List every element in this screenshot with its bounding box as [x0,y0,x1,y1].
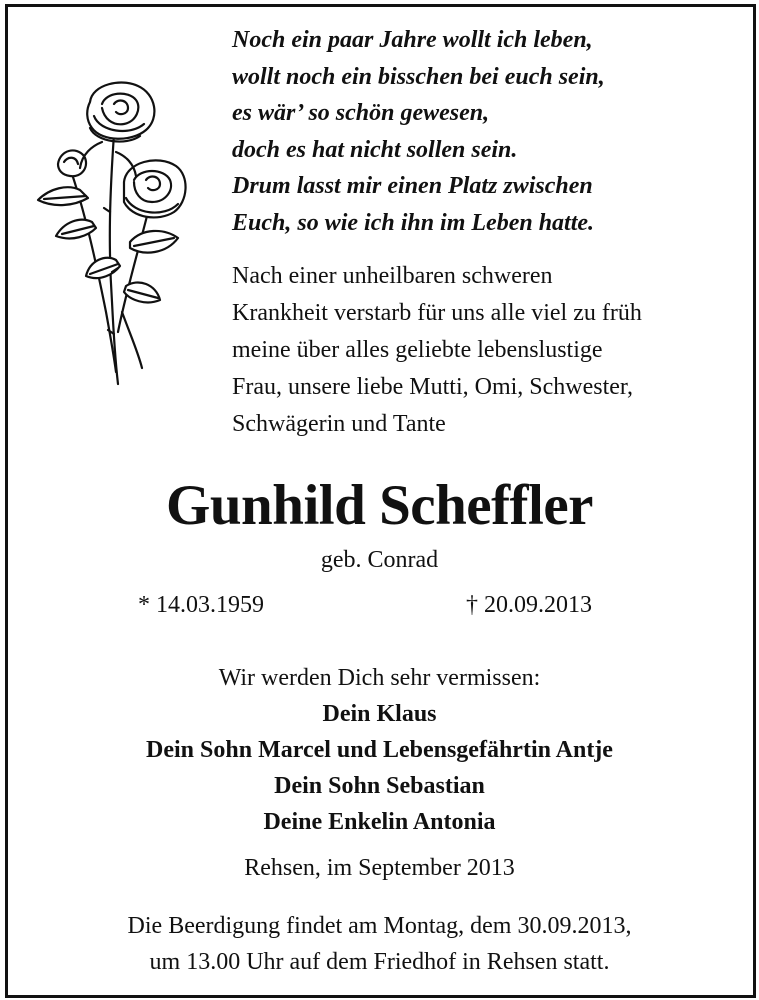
funeral-line: um 13.00 Uhr auf dem Friedhof in Rehsen statt. [149,949,610,975]
death-date: † 20.09.2013 [466,592,592,618]
rose-illustration-icon [30,72,190,392]
poem-line: Euch, so wie ich ihn im Leben hatte. [232,209,595,236]
poem-line: doch es hat nicht sollen sein. [232,136,518,163]
announcement-line: Krankheit verstarb für uns alle viel zu früh [232,300,642,326]
announcement-line: Schwägerin und Tante [232,411,446,437]
mourner-name: Dein Sohn Marcel und Lebensgefährtin Antje [146,737,613,763]
announcement-line: Nach einer unheilbaren schweren [232,263,553,289]
deceased-name: Gunhild Scheffler [166,474,593,537]
poem-line: es wär’ so schön gewesen, [232,100,490,126]
birth-date: * 14.03.1959 [138,592,264,618]
funeral-line: Die Beerdigung findet am Montag, dem 30.09.2013, [127,913,632,939]
announcement-line: meine über alles geliebte lebenslustige [232,337,603,363]
mourners-list [0,660,759,840]
mourner-name: Deine Enkelin Antonia [263,809,496,835]
funeral-notice [0,908,759,980]
announcement-line: Frau, unsere liebe Mutti, Omi, Schwester, [232,374,633,400]
poem [232,22,742,241]
mourner-name: Dein Klaus [322,701,437,727]
poem-line: wollt noch ein bisschen bei euch sein, [232,63,605,90]
place-date: Rehsen, im September 2013 [244,855,515,881]
poem-line: Drum lasst mir einen Platz zwischen [232,173,593,199]
mourner-name: Dein Sohn Sebastian [274,773,485,799]
maiden-name: geb. Conrad [320,547,439,573]
mourners-heading: Wir werden Dich sehr vermissen: [218,665,541,691]
poem-line: Noch ein paar Jahre wollt ich leben, [232,27,593,53]
announcement-text [232,258,742,443]
